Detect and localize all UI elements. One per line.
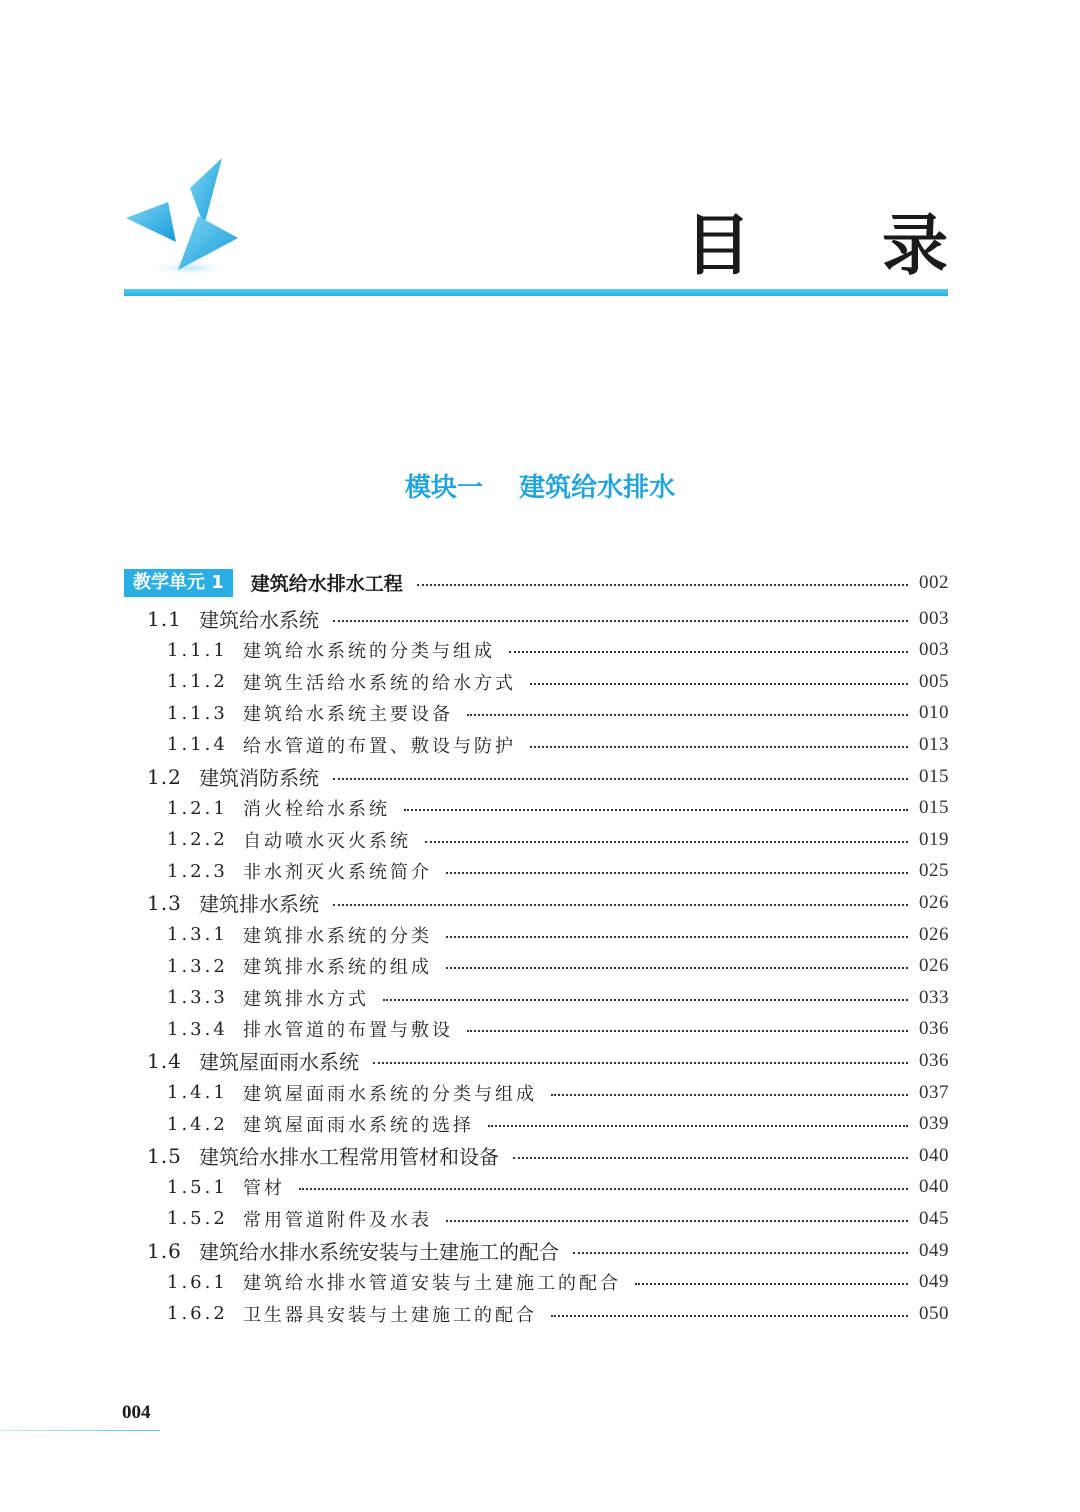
toc-unit-row[interactable] xyxy=(124,567,949,598)
page-ref: 039 xyxy=(919,1113,949,1135)
toc-entry-1-4-2[interactable] xyxy=(167,1109,949,1140)
leader-dots xyxy=(573,1252,908,1254)
page-ref: 036 xyxy=(919,1049,949,1071)
leader-dots xyxy=(530,683,908,685)
module-title: 模块一 建筑给水排水 xyxy=(404,473,676,503)
leader-dots xyxy=(417,584,908,586)
entry-number: 1.3 xyxy=(147,890,182,915)
footer-line xyxy=(0,1430,160,1431)
unit-badge: 教学单元 1 xyxy=(124,569,233,597)
entry-number: 1.2 xyxy=(147,764,182,789)
page-ref: 049 xyxy=(919,1239,949,1261)
toc-entry-1-3-4[interactable] xyxy=(167,1014,949,1045)
toc-entry-1-5-1[interactable] xyxy=(167,1172,949,1203)
entry-title: 建筑屋面雨水系统 xyxy=(199,1050,359,1075)
leader-dots xyxy=(333,778,908,780)
page-ref: 037 xyxy=(919,1081,949,1103)
toc-entry-1-5-2[interactable] xyxy=(167,1203,949,1234)
toc-entry-1-1-2[interactable] xyxy=(167,666,949,697)
leader-dots xyxy=(383,999,908,1001)
page-ref: 045 xyxy=(919,1207,949,1229)
page-ref: 025 xyxy=(919,860,949,882)
page-ref: 026 xyxy=(919,891,949,913)
toc-entry-1-6-1[interactable] xyxy=(167,1267,949,1298)
page-ref: 040 xyxy=(919,1144,949,1166)
leader-dots xyxy=(404,809,908,811)
toc-entry-1-4[interactable] xyxy=(147,1045,949,1076)
page-ref: 036 xyxy=(919,1018,949,1040)
entry-number: 1.5.1 xyxy=(167,1176,228,1198)
page-ref: 026 xyxy=(919,955,949,977)
leader-dots xyxy=(551,1094,908,1096)
entry-title: 建筑排水方式 xyxy=(243,988,369,1010)
entry-number: 1.1 xyxy=(147,606,182,631)
page-ref: 002 xyxy=(919,571,949,593)
entry-number: 1.4 xyxy=(147,1048,182,1073)
entry-number: 1.3.2 xyxy=(167,955,228,977)
toc-entry-1-2[interactable] xyxy=(147,761,949,792)
entry-title: 建筑排水系统的组成 xyxy=(243,957,432,979)
toc-entry-1-1-3[interactable] xyxy=(167,698,949,729)
footer-page-number: 004 xyxy=(122,1402,151,1423)
entry-title: 建筑给水系统 xyxy=(199,608,319,632)
entry-title: 常用管道附件及水表 xyxy=(243,1209,432,1231)
toc-entry-1-6[interactable] xyxy=(147,1235,949,1266)
entry-title: 非水剂灭火系统简介 xyxy=(243,862,432,884)
entry-number: 1.6.1 xyxy=(167,1271,228,1293)
entry-title: 给水管道的布置、敷设与防护 xyxy=(243,735,516,757)
leader-dots xyxy=(446,936,908,938)
entry-title: 消火栓给水系统 xyxy=(243,799,390,821)
entry-title: 建筑给水排水工程常用管材和设备 xyxy=(199,1145,499,1170)
page-ref: 049 xyxy=(919,1271,949,1293)
entry-number: 1.6 xyxy=(147,1238,182,1263)
entry-title: 卫生器具安装与土建施工的配合 xyxy=(243,1304,537,1326)
leader-dots xyxy=(488,1125,908,1127)
toc-entry-1-1-1[interactable] xyxy=(167,635,949,666)
entry-title: 建筑屋面雨水系统的选择 xyxy=(243,1115,474,1137)
page-title: 目 录 xyxy=(685,206,1002,284)
toc-entry-1-4-1[interactable] xyxy=(167,1077,949,1108)
entry-number: 1.1.2 xyxy=(167,671,228,693)
entry-number: 1.6.2 xyxy=(167,1303,228,1325)
entry-title: 自动喷水灭火系统 xyxy=(243,830,411,852)
page-ref: 019 xyxy=(919,828,949,850)
leader-dots xyxy=(333,904,908,906)
toc-entry-1-3-1[interactable] xyxy=(167,919,949,950)
leader-dots xyxy=(299,1188,908,1190)
entry-number: 1.4.1 xyxy=(167,1082,228,1103)
toc-entry-1-3-2[interactable] xyxy=(167,951,949,982)
leader-dots xyxy=(467,714,908,716)
entry-title: 管材 xyxy=(243,1178,285,1200)
entry-number: 1.2.1 xyxy=(167,797,228,819)
page-ref: 040 xyxy=(919,1176,949,1198)
entry-number: 1.4.2 xyxy=(167,1113,228,1135)
page-ref: 033 xyxy=(919,986,949,1008)
page-ref: 013 xyxy=(919,733,949,755)
entry-number: 1.5 xyxy=(147,1143,182,1168)
leader-dots xyxy=(446,1220,908,1222)
entry-number: 1.1.4 xyxy=(167,734,228,756)
entry-number: 1.3.3 xyxy=(167,987,228,1009)
page-ref: 003 xyxy=(919,639,949,661)
entry-number: 1.3.4 xyxy=(167,1018,228,1040)
entry-title: 建筑给水系统的分类与组成 xyxy=(243,641,495,663)
leader-dots xyxy=(333,620,908,622)
leader-dots xyxy=(530,746,908,748)
entry-number: 1.2.3 xyxy=(167,860,228,882)
leader-dots xyxy=(509,651,908,653)
page-ref: 026 xyxy=(919,923,949,945)
toc-entry-1-1-4[interactable] xyxy=(167,729,949,760)
entry-number: 1.3.1 xyxy=(167,924,228,945)
leader-dots xyxy=(551,1315,908,1317)
entry-number: 1.1.3 xyxy=(167,702,228,724)
entry-title: 建筑给水系统主要设备 xyxy=(243,704,453,726)
page-ref: 050 xyxy=(919,1302,949,1324)
leader-dots xyxy=(373,1062,908,1064)
page-ref: 010 xyxy=(919,702,949,724)
page-ref: 005 xyxy=(919,670,949,692)
entry-title: 建筑排水系统 xyxy=(199,892,319,917)
leader-dots xyxy=(467,1030,908,1032)
entry-title: 建筑给水排水系统安装与土建施工的配合 xyxy=(199,1240,559,1264)
unit-title: 建筑给水排水工程 xyxy=(250,573,403,595)
page-ref: 015 xyxy=(919,797,949,819)
entry-number: 1.2.2 xyxy=(167,829,228,851)
leader-dots xyxy=(446,967,908,969)
leader-dots xyxy=(446,872,908,874)
entry-number: 1.5.2 xyxy=(167,1208,228,1230)
entry-title: 建筑生活给水系统的给水方式 xyxy=(243,672,516,694)
leader-dots xyxy=(513,1157,908,1159)
entry-title: 建筑消防系统 xyxy=(199,766,319,790)
toc-entry-1-2-3[interactable] xyxy=(167,856,949,887)
page-ref: 003 xyxy=(919,607,949,629)
toc-entry-1-2-2[interactable] xyxy=(167,824,949,855)
page-ref: 015 xyxy=(919,765,949,787)
entry-title: 排水管道的布置与敷设 xyxy=(243,1020,453,1042)
toc-entry-1-3[interactable] xyxy=(147,887,949,918)
entry-title: 建筑给水排水管道安装与土建施工的配合 xyxy=(243,1273,621,1295)
toc-entry-1-5[interactable] xyxy=(147,1140,949,1171)
toc-entry-1-6-2[interactable] xyxy=(167,1298,949,1329)
entry-title: 建筑排水系统的分类 xyxy=(243,925,432,947)
entry-title: 建筑屋面雨水系统的分类与组成 xyxy=(243,1083,537,1105)
leader-dots xyxy=(425,841,908,843)
toc-entry-1-2-1[interactable] xyxy=(167,793,949,824)
leader-dots xyxy=(635,1283,908,1285)
toc-entry-1-3-3[interactable] xyxy=(167,982,949,1013)
entry-number: 1.1.1 xyxy=(167,639,228,661)
toc-entry-1-1[interactable] xyxy=(147,603,949,634)
